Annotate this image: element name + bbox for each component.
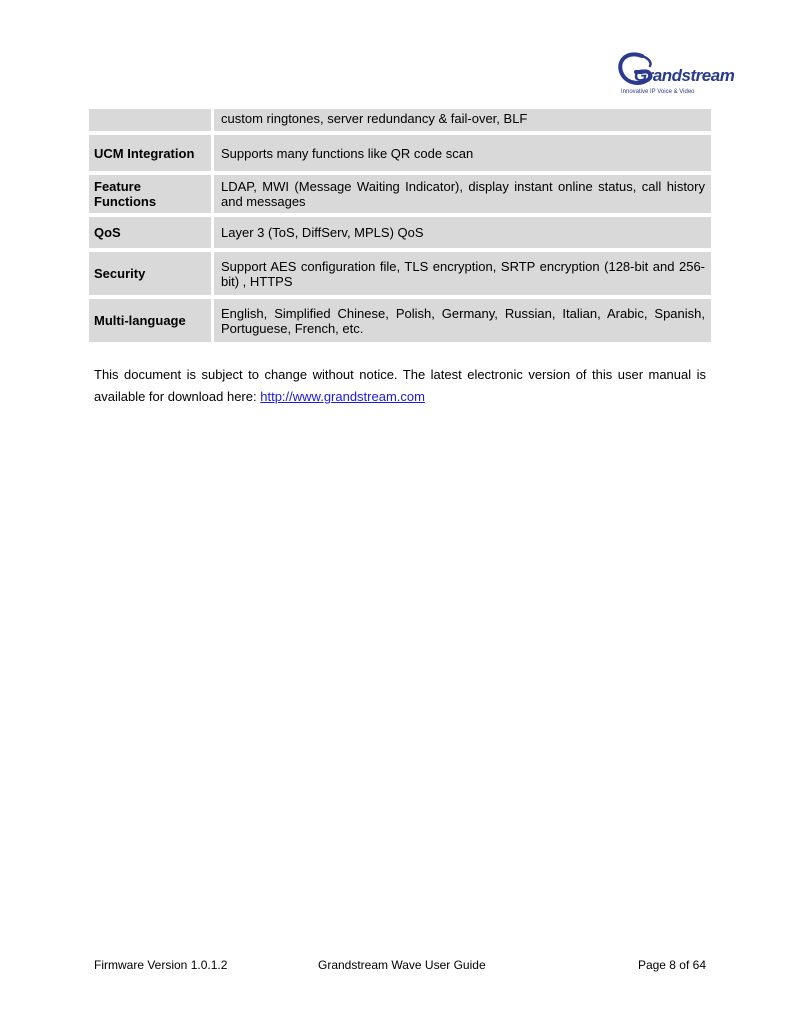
table-row (89, 109, 711, 131)
spec-table (89, 105, 711, 346)
row-value: English, Simplified Chinese, Polish, Germany, Russian, Italian, Arabic, Spanish, Portuguese, French, etc. (211, 299, 711, 342)
row-label: Feature Functions (89, 175, 211, 213)
notice-text: This document is subject to change without notice. The latest electronic version of this user manual is available for download here: (94, 367, 706, 404)
page-number: Page 8 of 64 (637, 958, 706, 972)
grandstream-link[interactable]: http://www.grandstream.com (260, 389, 425, 404)
notice-paragraph (94, 364, 706, 408)
row-label: QoS (89, 217, 211, 248)
table-row (89, 299, 711, 342)
row-value: Support AES configuration file, TLS encryption, SRTP encryption (128-bit and 256-bit) , HTTPS (211, 252, 711, 295)
row-value: Layer 3 (ToS, DiffServ, MPLS) QoS (211, 217, 711, 248)
row-label: UCM Integration (89, 135, 211, 171)
table-row (89, 252, 711, 295)
logo-tagline: Innovative IP Voice & Video (621, 89, 695, 95)
row-label: Multi-language (89, 299, 211, 342)
row-label (89, 109, 211, 131)
row-label: Security (89, 252, 211, 295)
table-row (89, 217, 711, 248)
table-row (89, 135, 711, 171)
table-row (89, 175, 711, 213)
guide-title: Grandstream Wave User Guide (318, 958, 486, 972)
row-value: Supports many functions like QR code scan (211, 135, 711, 171)
logo-brand-text: Grandstream (634, 66, 735, 85)
row-value: LDAP, MWI (Message Waiting Indicator), display instant online status, call history and messages (211, 175, 711, 213)
firmware-version: Firmware Version 1.0.1.2 (94, 958, 228, 972)
grandstream-logo (612, 48, 735, 102)
row-value: custom ringtones, server redundancy & fail-over, BLF (211, 109, 711, 131)
